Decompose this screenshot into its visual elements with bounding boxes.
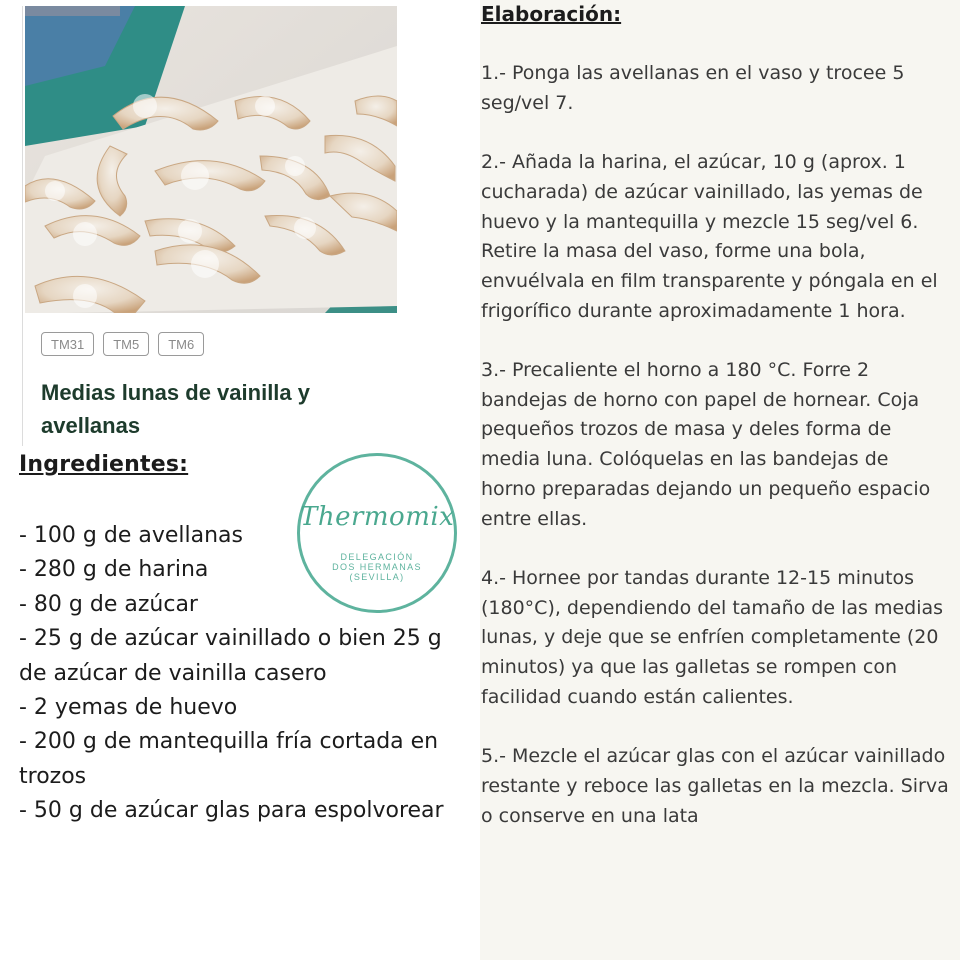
ingredient-item: - 200 g de mantequilla fría cortada en trozos xyxy=(19,729,439,789)
logo-line-1: DELEGACIÓN xyxy=(340,552,414,562)
thermomix-model-tags xyxy=(41,332,204,356)
recipe-photo xyxy=(25,6,397,313)
logo-brand: Thermomix xyxy=(300,502,455,532)
ingredient-item: - 280 g de harina xyxy=(19,557,209,583)
ingredient-item: - 25 g de azúcar vainillado o bien 25 g de azúcar de vainilla casero xyxy=(19,626,442,686)
logo-line-3: (SEVILLA) xyxy=(349,572,405,582)
ingredient-item: - 80 g de azúcar xyxy=(19,591,198,617)
logo-subtitle xyxy=(300,552,454,582)
elaboration-steps xyxy=(481,59,949,853)
elaboration-step-2: 2.- Añada la harina, el azúcar, 10 g (aprox. 1 cucharada) de azúcar vainillado, las yemas de huevo y la mantequilla y mezcle 15 seg/vel 6. Retire la masa del vaso, forme una bola, envuélvala en film transparente y póngala en el frigorífico durante aproximadamente 1 hora. xyxy=(481,151,938,322)
tag-tm5[interactable]: TM5 xyxy=(103,332,149,356)
recipe-card[interactable] xyxy=(22,6,397,446)
elaboration-step-3: 3.- Precaliente el horno a 180 °C. Forre 2 bandejas de horno con papel de hornear. Coja pequeños trozos de masa y deles forma de media luna. Colóquelas en las bandejas de horno preparadas dejando un pequeño espacio entre ellas. xyxy=(481,359,931,530)
tag-tm6[interactable]: TM6 xyxy=(158,332,204,356)
thermomix-logo xyxy=(297,453,457,613)
logo-line-2: DOS HERMANAS xyxy=(332,562,422,572)
elaboration-step-5: 5.- Mezcle el azúcar glas con el azúcar vainillado restante y reboce las galletas en la mezcla. Sirva o conserve en una lata xyxy=(481,745,949,827)
ingredients-heading: Ingredientes: xyxy=(19,452,189,477)
elaboration-step-1: 1.- Ponga las avellanas en el vaso y trocee 5 seg/vel 7. xyxy=(481,62,905,114)
ingredient-item: - 50 g de azúcar glas para espolvorear xyxy=(19,798,444,824)
ingredient-item: - 100 g de avellanas xyxy=(19,523,243,548)
elaboration-heading: Elaboración: xyxy=(481,2,622,26)
elaboration-step-4: 4.- Hornee por tandas durante 12-15 minutos (180°C), dependiendo del tamaño de las medias lunas, y deje que se enfríen completamente (20 minutos) ya que las galletas se rompen con facilidad cuando están calientes. xyxy=(481,566,944,708)
ingredient-item: - 2 yemas de huevo xyxy=(19,695,238,721)
recipe-title[interactable]: Medias lunas de vainilla y avellanas xyxy=(41,380,310,438)
tag-tm31[interactable]: TM31 xyxy=(41,332,94,356)
cookies-image xyxy=(25,6,397,313)
